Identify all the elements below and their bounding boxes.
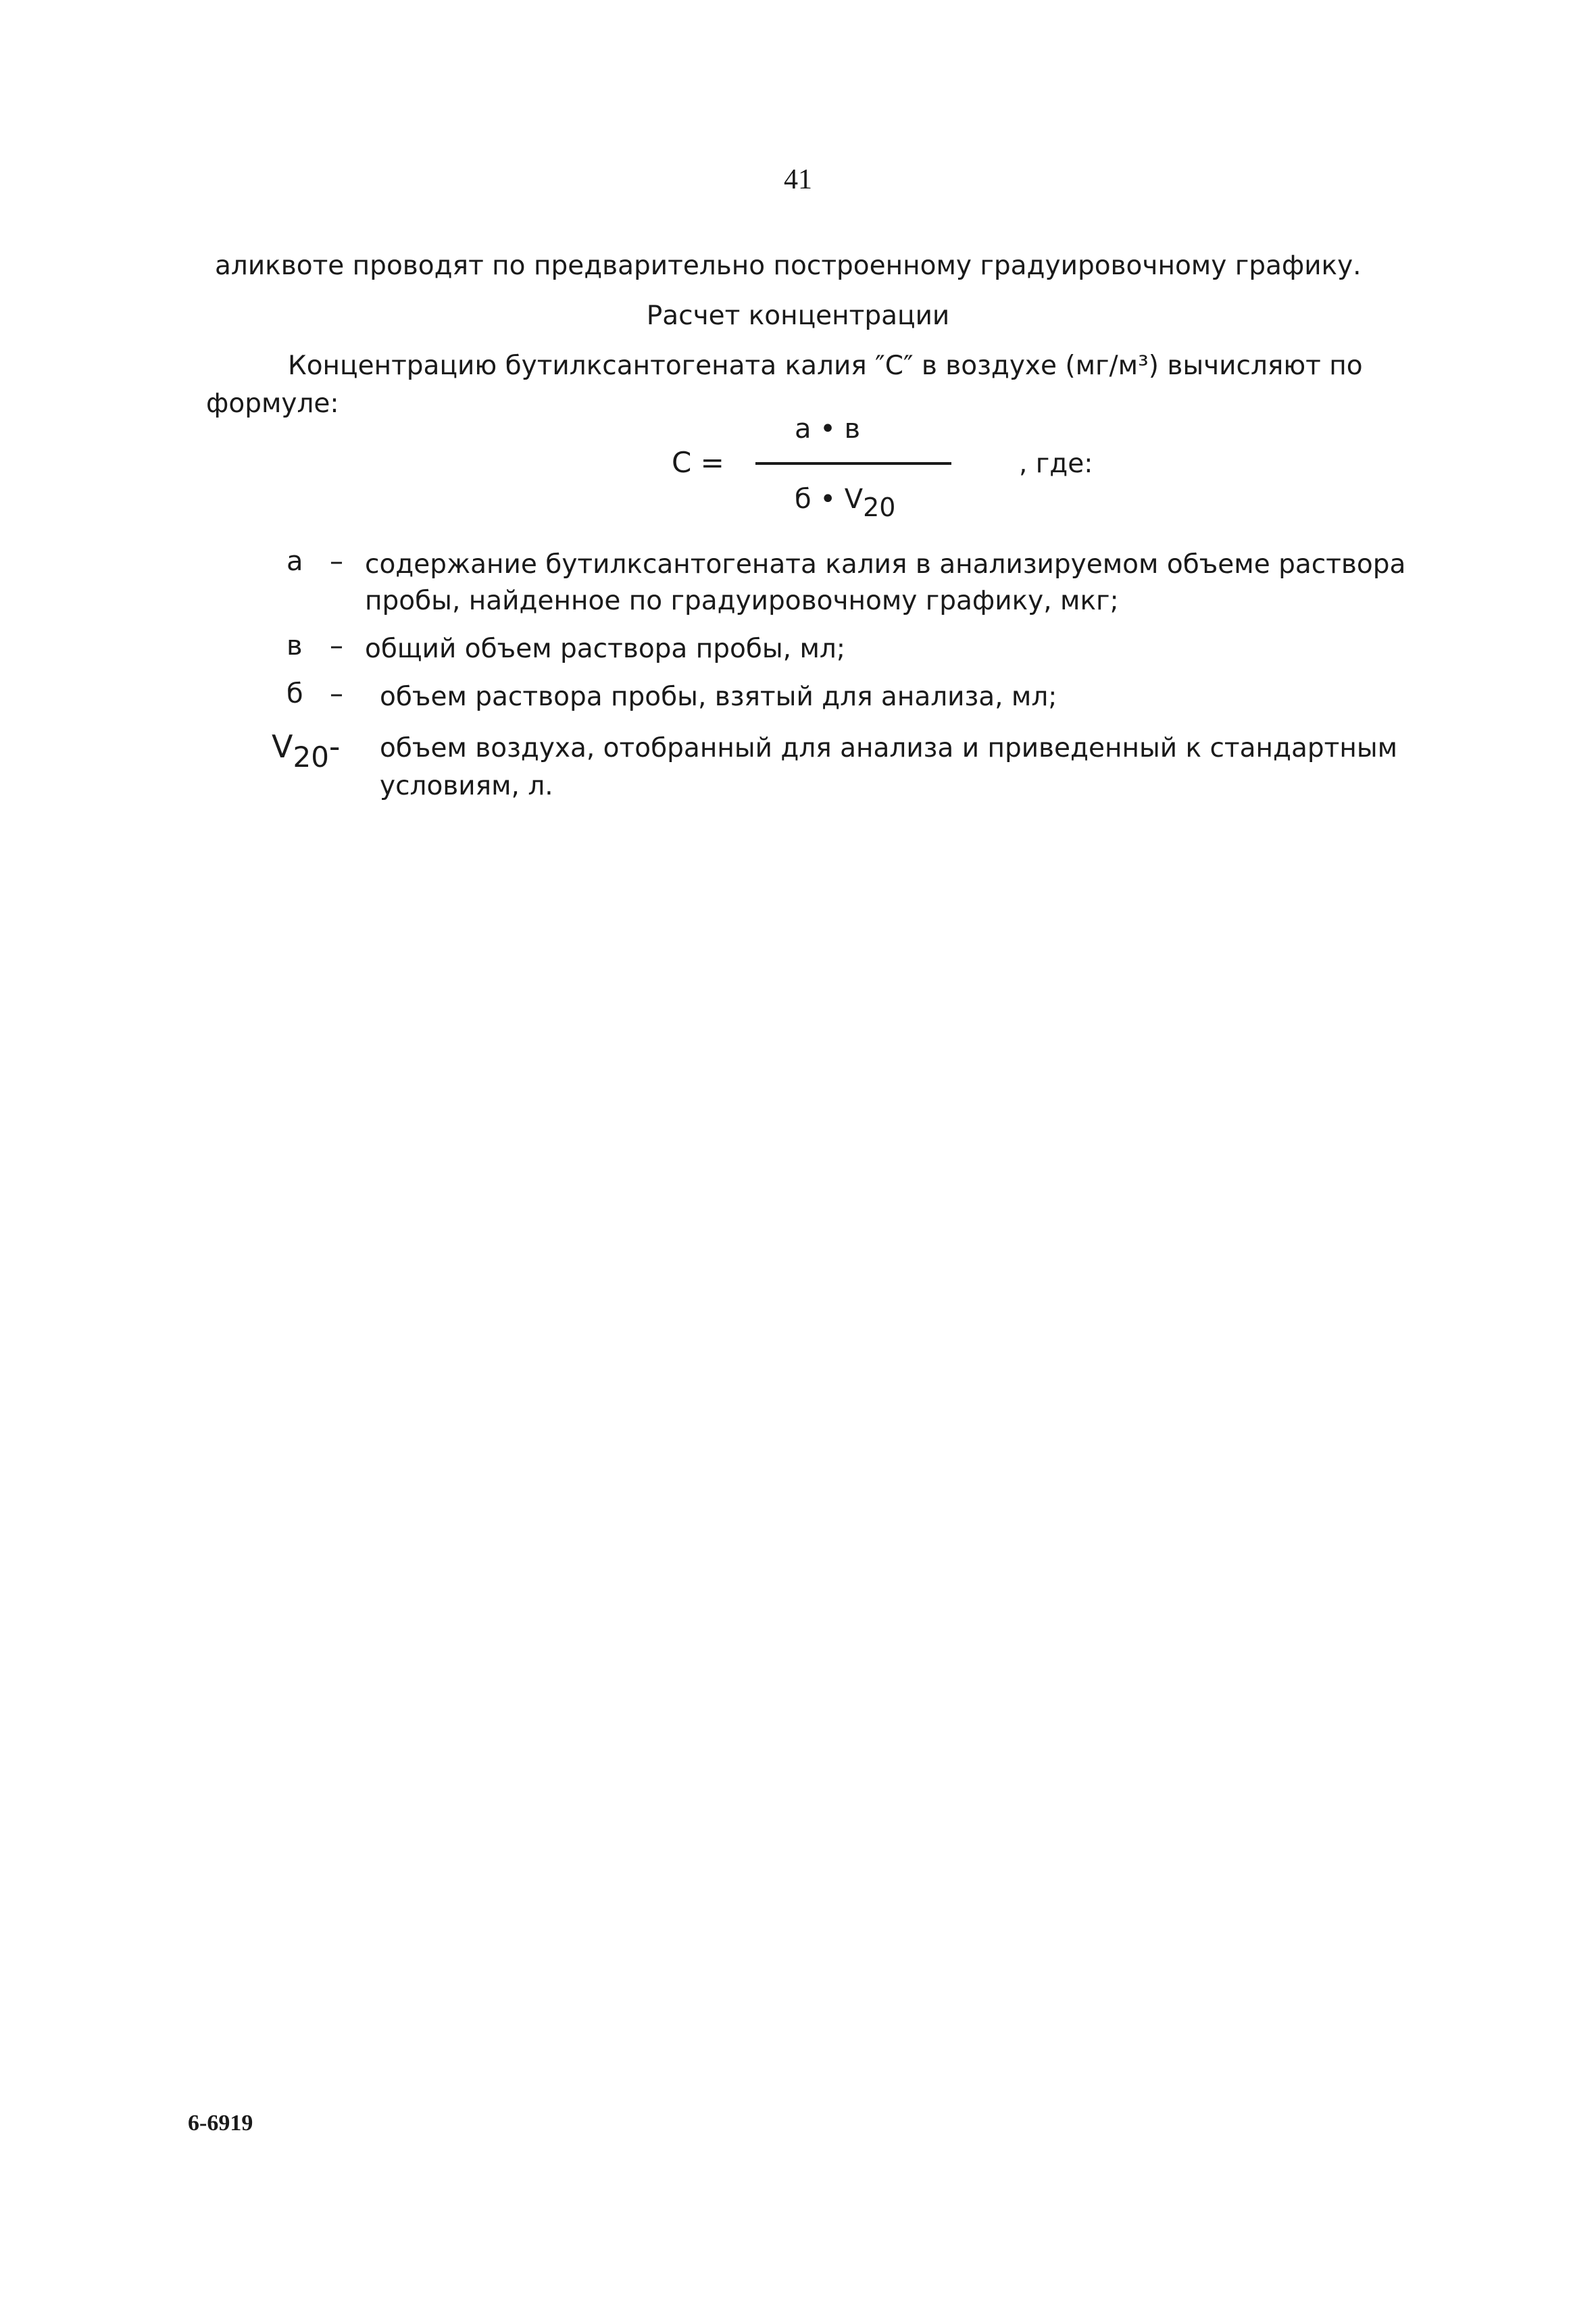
footer-code: 6-6919 (188, 2111, 253, 2136)
definition-a-line-2: пробы, найденное по градуировочному графику, мкг; (365, 586, 1119, 616)
v20-base: V (272, 728, 293, 765)
definition-symbol-v: в (286, 630, 303, 661)
formula-where: , где: (1019, 449, 1093, 479)
formula-lhs: С = (672, 446, 724, 479)
formula-denominator (795, 484, 896, 522)
definition-dash: – (330, 630, 343, 661)
definition-b-line-1: объем раствора пробы, взятый для анализа, мл; (380, 682, 1057, 712)
page-number: 41 (784, 164, 812, 195)
section-heading: Расчет концентрации (646, 301, 950, 331)
denominator-subscript: 20 (863, 493, 896, 522)
v20-subscript: 20 (293, 740, 329, 774)
intro-line-2: формуле: (206, 388, 339, 419)
definition-v20-line-1: объем воздуха, отобранный для анализа и приведенный к стандартным (380, 733, 1398, 763)
definition-symbol-v20 (272, 728, 341, 774)
formula-numerator: а • в (795, 413, 861, 445)
definition-dash: – (330, 546, 343, 577)
lead-line: аликвоте проводят по предварительно построенному градуировочному графику. (215, 251, 1362, 281)
denominator-base: б • V (795, 484, 864, 515)
definition-symbol-a: а (286, 546, 303, 577)
intro-line-1: Концентрацию бутилксантогената калия ″С″ в воздухе (мг/м³) вычисляют по (288, 351, 1363, 381)
definition-v20-line-2: условиям, л. (380, 771, 553, 801)
definition-a-line-1: содержание бутилксантогената калия в анализируемом объеме раствора (365, 549, 1406, 580)
definition-v-line-1: общий объем раствора пробы, мл; (365, 634, 845, 664)
definition-symbol-b: б (286, 678, 303, 709)
fraction-bar (755, 462, 951, 465)
v20-dash: - (328, 728, 341, 765)
definition-dash: – (330, 678, 343, 709)
